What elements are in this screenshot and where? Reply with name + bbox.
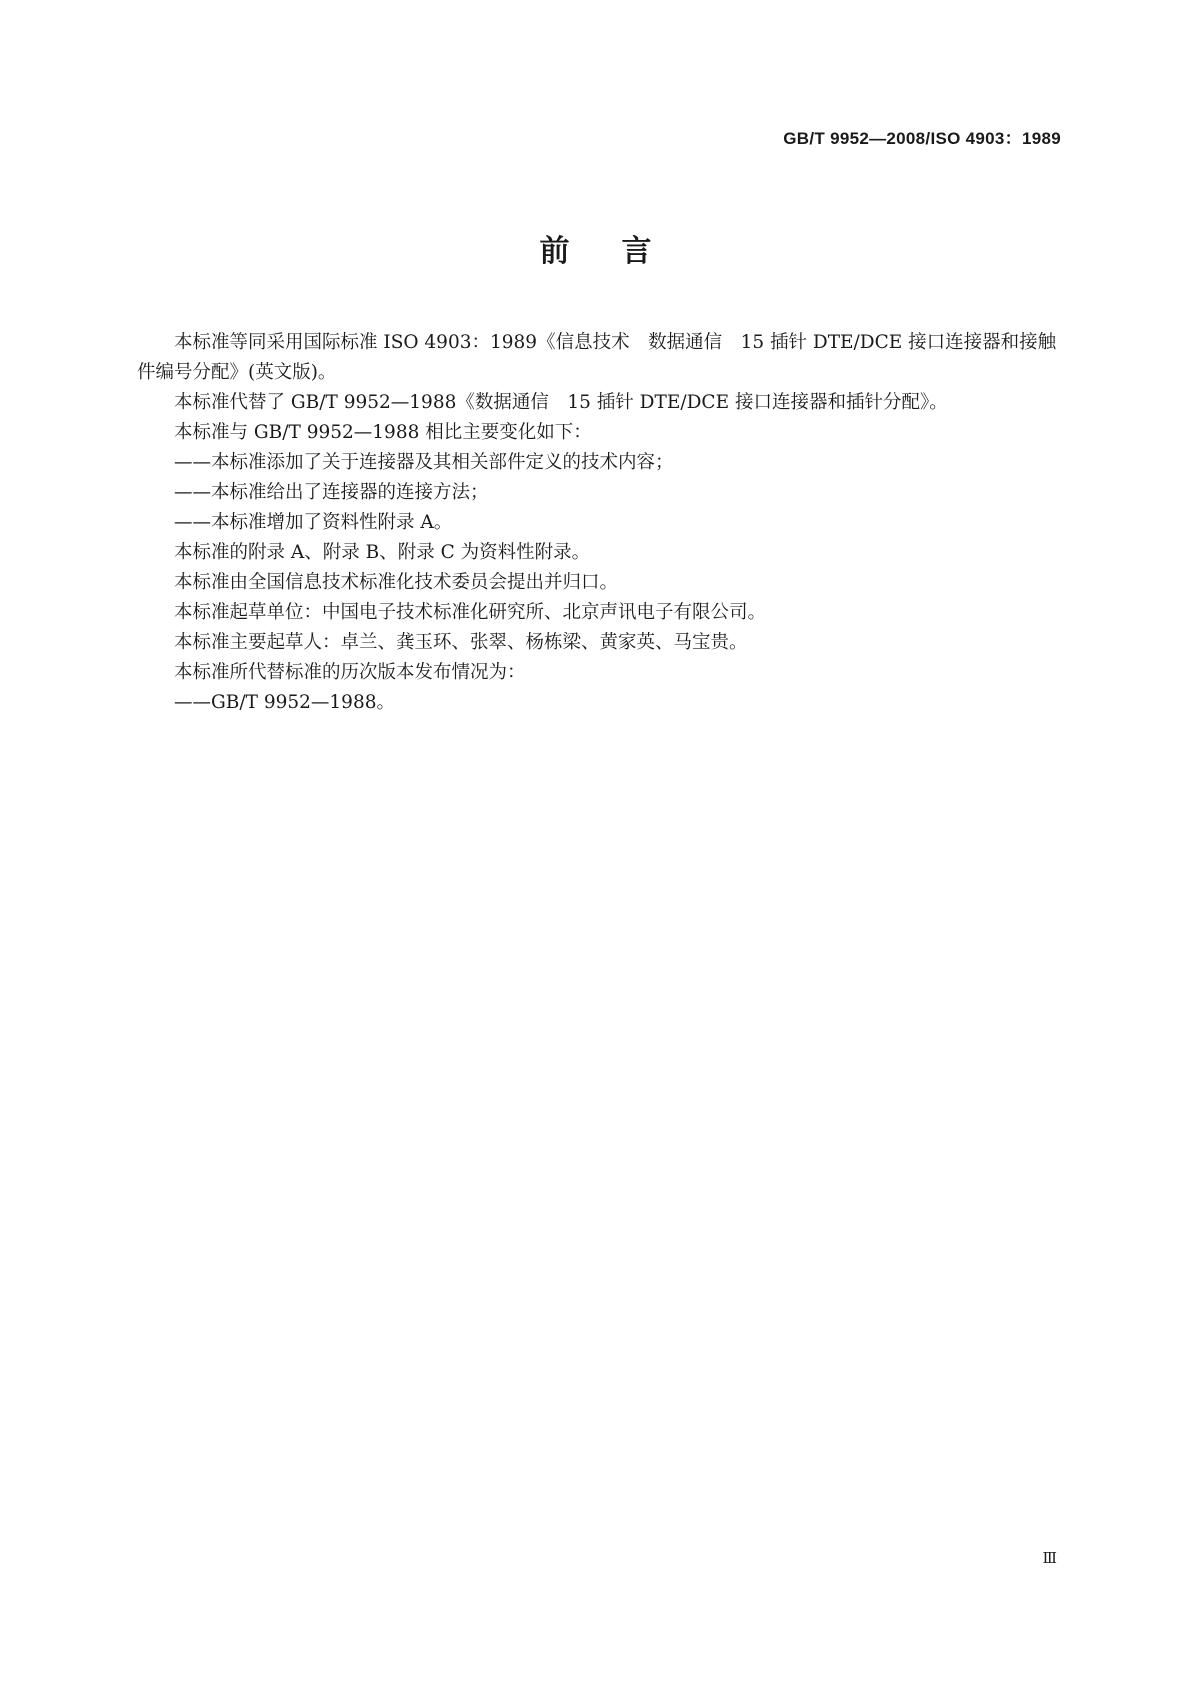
paragraph-replaces: 本标准代替了 GB/T 9952—1988《数据通信 15 插针 DTE/DCE 接口连接器和插针分配》。: [174, 392, 948, 413]
paragraph-drafters: 本标准主要起草人：卓兰、龚玉环、张翠、杨栋梁、黄家英、马宝贵。: [174, 632, 748, 653]
paragraph-changes-intro: 本标准与 GB/T 9952—1988 相比主要变化如下：: [174, 422, 592, 443]
list-item-change-1: ——本标准添加了关于连接器及其相关部件定义的技术内容；: [174, 452, 674, 473]
standard-code-header: GB/T 9952—2008/ISO 4903：1989: [783, 129, 1061, 148]
page-number: Ⅲ: [1042, 1549, 1056, 1567]
page-title: 前言: [539, 234, 704, 269]
paragraph-history-intro: 本标准所代替标准的历次版本发布情况为：: [174, 662, 526, 683]
list-item-change-2: ——本标准给出了连接器的连接方法；: [174, 482, 489, 503]
paragraph-proposed-by: 本标准由全国信息技术标准化技术委员会提出并归口。: [174, 572, 619, 593]
paragraph-adoption: 本标准等同采用国际标准 ISO 4903：1989《信息技术 数据通信 15 插针 DTE/DCE 接口连接器和接触件编号分配》(英文版)。: [137, 332, 1057, 383]
list-item-change-3: ——本标准增加了资料性附录 A。: [174, 512, 453, 533]
list-item-history-1: ——GB/T 9952—1988。: [174, 692, 395, 713]
foreword-body: [137, 328, 1061, 718]
paragraph-annexes: 本标准的附录 A、附录 B、附录 C 为资料性附录。: [174, 542, 591, 563]
paragraph-drafting-units: 本标准起草单位：中国电子技术标准化研究所、北京声讯电子有限公司。: [174, 602, 767, 623]
